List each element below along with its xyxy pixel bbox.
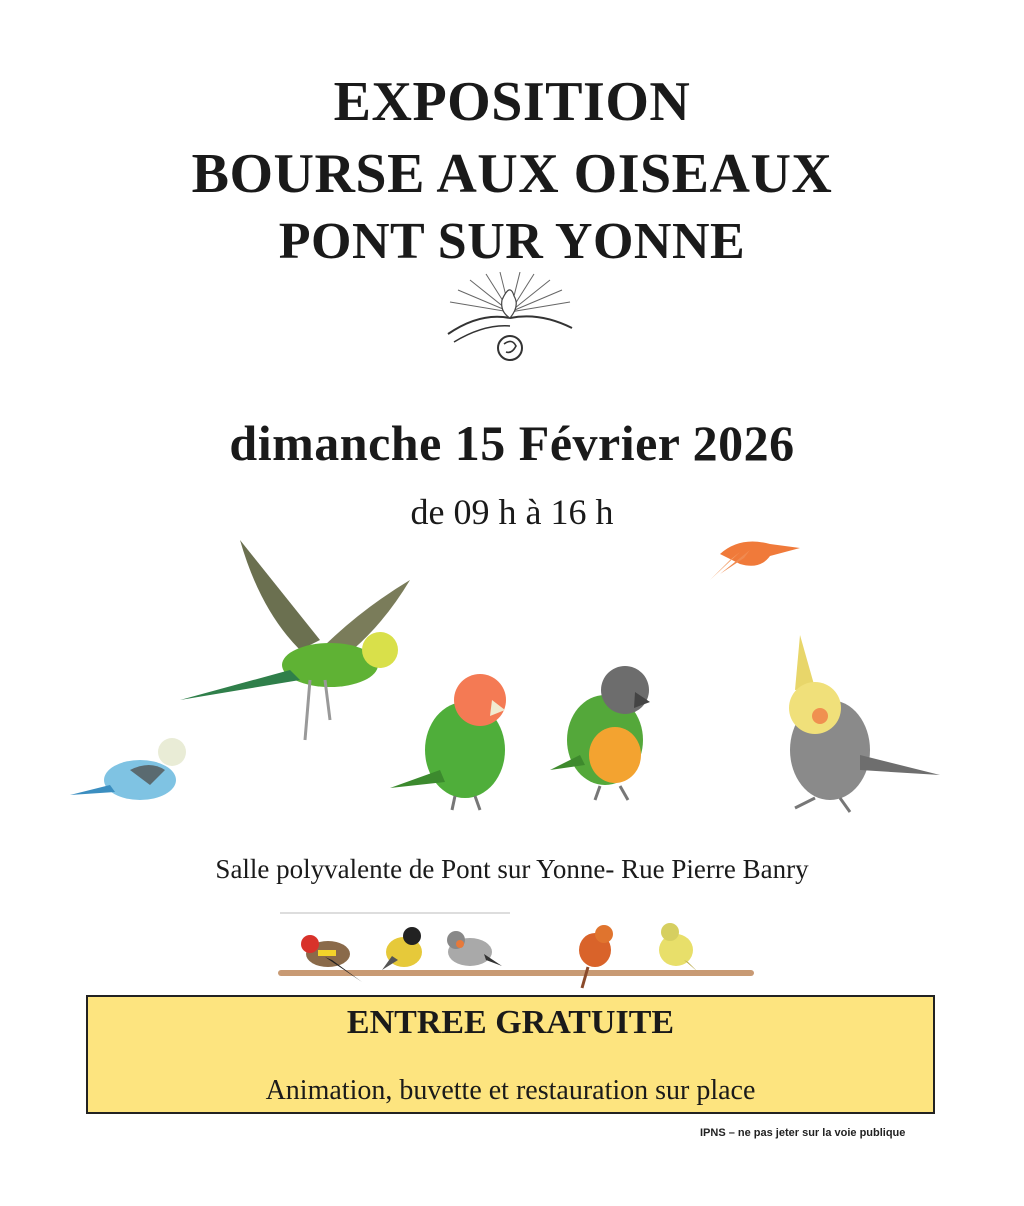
title-line-1: EXPOSITION (333, 71, 691, 133)
ipns-notice: IPNS – ne pas jeter sur la voie publique (700, 1127, 906, 1139)
title-line-2: BOURSE AUX OISEAUX (191, 143, 833, 205)
zebra-finch-icon (447, 931, 502, 966)
siskin-icon (382, 927, 422, 970)
bird-sunburst-logo-icon (440, 272, 580, 368)
budgerigar-blue-icon (70, 738, 186, 800)
banner-title: ENTREE GRATUITE (346, 1004, 675, 1041)
title-line-3: PONT SUR YONNE (278, 213, 746, 270)
free-entry-banner (86, 995, 935, 1114)
yellow-canary-icon (659, 923, 698, 972)
event-hours: de 09 h à 16 h (410, 492, 614, 532)
budgerigar-green-flying-icon (180, 540, 410, 740)
birds-illustration (60, 530, 960, 830)
red-canary-icon (579, 925, 613, 988)
lovebird-icon (390, 674, 506, 810)
banner-subtitle: Animation, buvette et restauration sur place (265, 1075, 756, 1106)
canary-flying-icon (710, 542, 800, 580)
event-date: dimanche 15 Février 2026 (229, 415, 795, 471)
senegal-parrot-icon (550, 666, 650, 800)
finches-on-perch-illustration (270, 912, 760, 994)
cockatiel-icon (789, 635, 940, 812)
venue-address: Salle polyvalente de Pont sur Yonne- Rue Pierre Banry (215, 854, 809, 884)
